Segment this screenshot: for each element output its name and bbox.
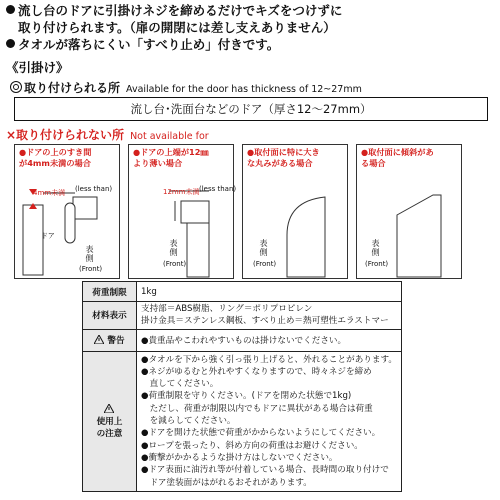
feature-bullet-1-cont: 取り付けられます。（扉の開閉には差し支えありません） (18, 20, 336, 35)
panel-gap: ●ドアの上のすき間 が4mm未満の場合 4mm未満 (less than) ドア 表側 (Front) (14, 144, 120, 279)
not-mountable-heading: ×取り付けられない所 Not available for (6, 128, 209, 142)
mountable-box-text: 流し台･洗面台などのドア（厚さ12～27mm） (130, 102, 372, 116)
feature-bullet-1: 流し台のドアに引掛けネジを締めるだけでキズをつけずに (6, 2, 342, 19)
feature-bullet-2: タオルが落ちにくい「すべり止め」付きです。 (6, 36, 279, 53)
mountable-heading: 取り付けられる所 Available for the door has thickness of 12~27mm (10, 79, 362, 96)
panel-round: ●取付面に特に大き な丸みがある場合 表側 (Front) (242, 144, 348, 279)
caution-list: ●タオルを下から強く引っ張り上げると、外れることがあります。 ●ネジがゆるむと外れやすくなりますので、時々ネジを締め 直してください。 ●荷重制限を守りください。(ドアを閉めた状態で1kg) ただし、荷重が制限以内でもドアに異状がある場合は荷重 を減らしてください。 ●ドアを開けた状態で荷重がかからないようにしてください。 ●ロープを張ったり、斜め方向の荷重はお避けください。 ●衝撃がかかるような掛け方はしないでください。 ●ドア表面に油汚れ等が付着している場合、長時間の取り付けで ドア塗装面がはがれるおそれがあります。 (136, 351, 401, 491)
table-row: 使用上 の注意 ●タオルを下から強く引っ張り上げると、外れることがあります。 ●ネジがゆるむと外れやすくなりますので、時々ネジを締め 直してください。 ●荷重制限を守りください。(ドアを閉めた状態で1kg) ただし、荷重が制限以内でもドアに異状がある場合は荷重 を減らしてください。 ●ドアを開けた状態で荷重がかからないようにしてください。 ●ロープを張ったり、斜め方向の荷重はお避けください。 ●衝撃がかかるような掛け方はしないでください。 ●ドア表面に油汚れ等が付着している場合、長時間の取り付けで ドア塗装面がはがれるおそれがあります。 (83, 351, 402, 491)
bullet-dot-icon (6, 39, 15, 48)
round-diagram (243, 145, 347, 278)
spec-table (82, 281, 402, 492)
panel-thin: ●ドアの上端が12㎜ より薄い場合 12mm未満 (less than) 表側 (Front) (128, 144, 234, 279)
thin-diagram (129, 145, 233, 278)
slope-diagram (357, 145, 461, 278)
double-circle-icon (10, 81, 22, 93)
panel-slope: ●取付面に傾斜があ る場合 表側 (Front) (356, 144, 462, 279)
table-row: 警告 ●貴重品やこわれやすいものは掛けないでください。 (83, 329, 402, 351)
caution-icon (104, 404, 114, 413)
table-row: 材料表示 支持部＝ABS樹脂、リング＝ポリプロピレン 掛け金具＝ステンレス鋼板、すべり止め＝熱可塑性エラストマー (83, 302, 402, 330)
table-row: 荷重制限 1kg (83, 282, 402, 302)
bullet-dot-icon (6, 5, 15, 14)
warning-icon (94, 335, 104, 344)
hook-heading: 《引掛け》 (6, 60, 69, 75)
mountable-box (14, 97, 488, 121)
gap-diagram (15, 145, 119, 278)
